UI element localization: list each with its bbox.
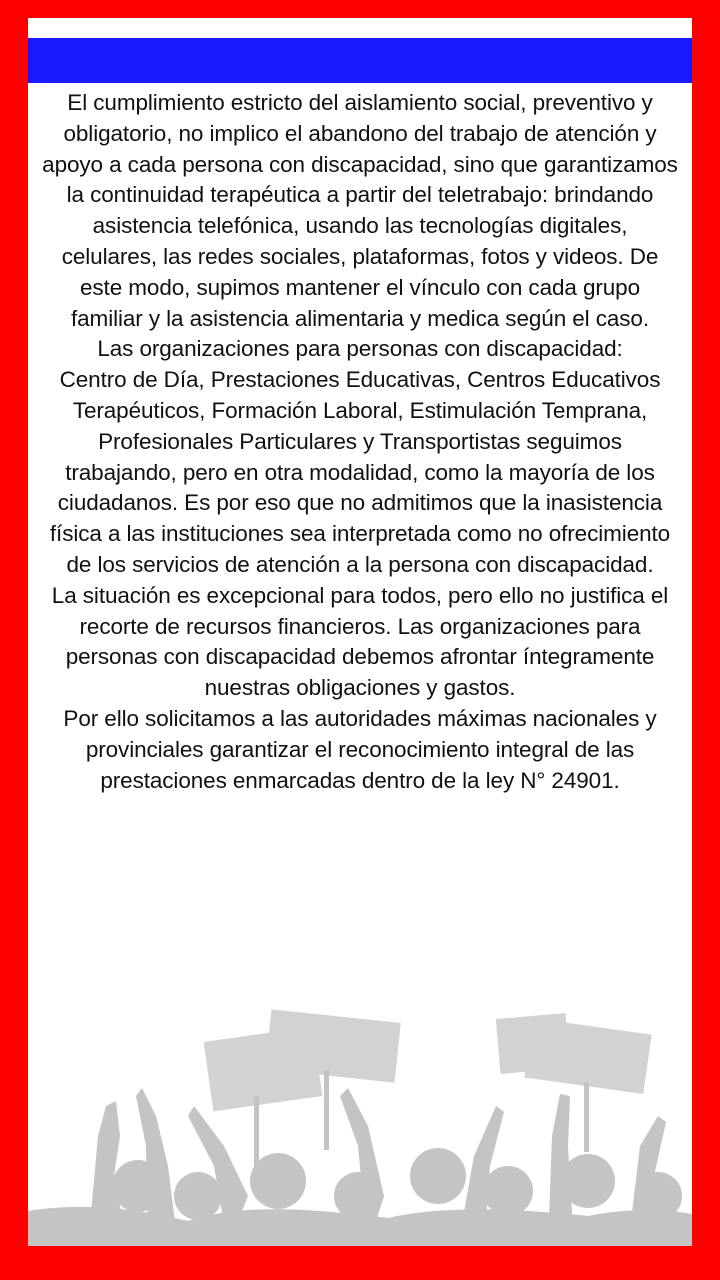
poster-panel (28, 18, 692, 1246)
paragraph-3: Centro de Día, Prestaciones Educativas, Centros Educativos Terapéuticos, Formación Laboral, Estimulación Temprana, Profesionales Particulares y Transportistas seguimos trabajando, pero en otra modalidad, como la mayoría de los ciudadanos. Es por eso que no admitimos que la inasistencia física a las instituciones sea interpretada como no ofrecimiento de los servicios de atención a la persona con discapacidad. (49, 367, 671, 577)
paragraph-1: El cumplimiento estricto del aislamiento social, preventivo y obligatorio, no implico el abandono del trabajo de atención y apoyo a cada persona con discapacidad, sino que garantizamos la continuidad terapéutica a partir del teletrabajo: brindando asistencia telefónica, usando las tecnologías digitales, celulares, las redes sociales, plataformas, fotos y videos. De este modo, supimos mantener el vínculo con cada grupo familiar y la asistencia alimentaria y medica según el caso. (42, 90, 678, 331)
body-text (42, 88, 678, 796)
top-blue-stripe (28, 38, 692, 83)
paragraph-2: Las organizaciones para personas con discapacidad: (97, 336, 623, 362)
top-white-stripe (28, 18, 692, 38)
paragraph-4: La situación es excepcional para todos, pero ello no justifica el recorte de recursos financieros. Las organizaciones para personas con discapacidad debemos afrontar íntegramente nuestras obligaciones y gastos. (51, 582, 669, 701)
protest-crowd-silhouette-icon (28, 996, 692, 1246)
paragraph-5: Por ello solicitamos a las autoridades máximas nacionales y provinciales garantizar el reconocimiento integral de las prestaciones enmarcadas dentro de la ley N° 24901. (63, 705, 657, 793)
